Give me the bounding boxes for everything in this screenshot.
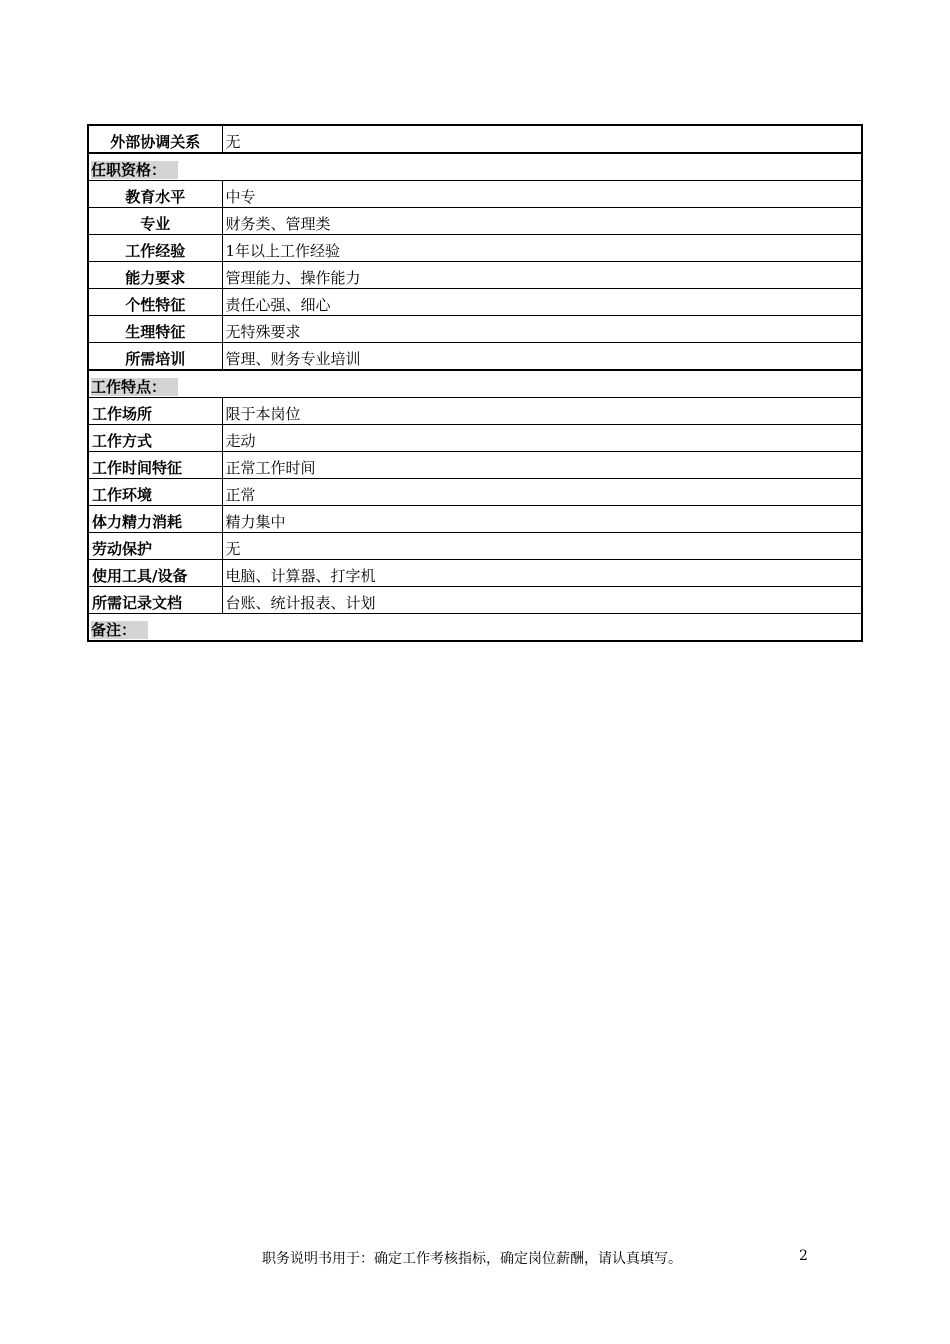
row-label-external-coordination: 外部协调关系 xyxy=(88,125,222,153)
table-row xyxy=(88,343,862,371)
row-label-experience: 工作经验 xyxy=(88,235,222,262)
section-title-work-features: 工作特点： xyxy=(91,378,178,396)
row-label-work-hours: 工作时间特征 xyxy=(88,452,222,479)
row-value-tools: 电脑、计算器、打字机 xyxy=(222,560,862,587)
row-label-tools: 使用工具/设备 xyxy=(88,560,222,587)
table-row xyxy=(88,587,862,614)
row-label-ability: 能力要求 xyxy=(88,262,222,289)
row-value-training: 管理、财务专业培训 xyxy=(222,343,862,371)
row-label-work-mode: 工作方式 xyxy=(88,425,222,452)
job-description-table xyxy=(87,124,863,642)
row-value-personality: 责任心强、细心 xyxy=(222,289,862,316)
row-label-environment: 工作环境 xyxy=(88,479,222,506)
table-row xyxy=(88,289,862,316)
row-value-protection: 无 xyxy=(222,533,862,560)
table-row xyxy=(88,181,862,208)
row-label-education: 教育水平 xyxy=(88,181,222,208)
footer-note: 职务说明书用于：确定工作考核指标，确定岗位薪酬，请认真填写。 xyxy=(262,1251,682,1267)
row-value-documents: 台账、统计报表、计划 xyxy=(222,587,862,614)
row-label-training: 所需培训 xyxy=(88,343,222,371)
row-value-external-coordination: 无 xyxy=(222,125,862,153)
row-label-documents: 所需记录文档 xyxy=(88,587,222,614)
row-value-energy: 精力集中 xyxy=(222,506,862,533)
table-row xyxy=(88,533,862,560)
row-value-major: 财务类、管理类 xyxy=(222,208,862,235)
row-label-personality: 个性特征 xyxy=(88,289,222,316)
section-header-work-features xyxy=(88,370,862,398)
row-label-protection: 劳动保护 xyxy=(88,533,222,560)
table-row xyxy=(88,262,862,289)
table-row xyxy=(88,208,862,235)
table-row xyxy=(88,398,862,425)
page-number: 2 xyxy=(799,1248,808,1264)
table-row xyxy=(88,125,862,153)
row-label-energy: 体力精力消耗 xyxy=(88,506,222,533)
section-header-qualifications xyxy=(88,153,862,181)
row-value-work-mode: 走动 xyxy=(222,425,862,452)
table-row xyxy=(88,506,862,533)
row-label-physical: 生理特征 xyxy=(88,316,222,343)
table-row xyxy=(88,452,862,479)
row-value-physical: 无特殊要求 xyxy=(222,316,862,343)
row-value-work-hours: 正常工作时间 xyxy=(222,452,862,479)
row-value-ability: 管理能力、操作能力 xyxy=(222,262,862,289)
row-label-major: 专业 xyxy=(88,208,222,235)
row-value-environment: 正常 xyxy=(222,479,862,506)
row-value-experience: 1年以上工作经验 xyxy=(222,235,862,262)
section-header-remarks xyxy=(88,614,862,642)
section-title-qualifications: 任职资格： xyxy=(91,161,178,179)
table-row xyxy=(88,560,862,587)
table-row xyxy=(88,235,862,262)
table-row xyxy=(88,425,862,452)
row-value-workplace: 限于本岗位 xyxy=(222,398,862,425)
table-row xyxy=(88,479,862,506)
row-label-workplace: 工作场所 xyxy=(88,398,222,425)
section-title-remarks: 备注： xyxy=(91,621,148,639)
table-row xyxy=(88,316,862,343)
row-value-education: 中专 xyxy=(222,181,862,208)
